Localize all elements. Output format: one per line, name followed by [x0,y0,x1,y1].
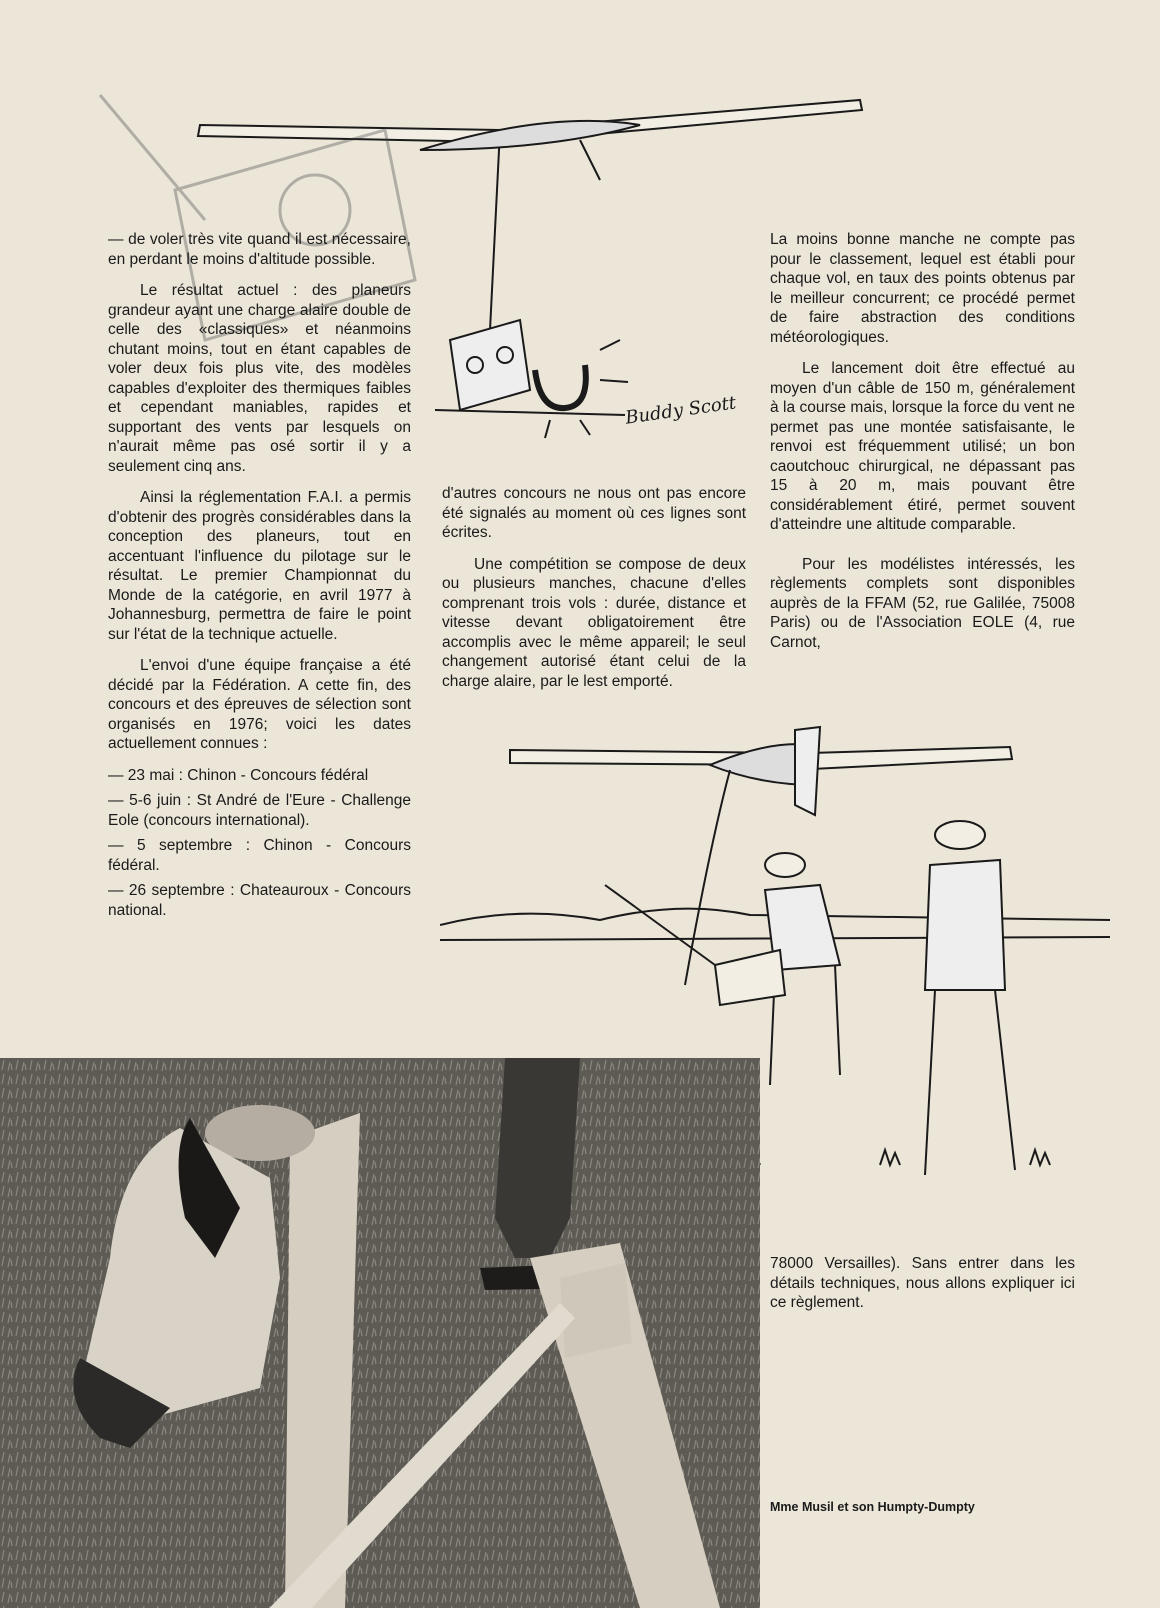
col3-paragraph-1: La moins bonne manche ne compte pas pour le classement, lequel est établi pour chaque vol, en taux des points obtenus par le meilleur concurrent; ce procédé permet de faire abstraction des conditions météorologiques. [770,231,1075,346]
article-column-1 [108,230,411,926]
date-item: — 23 mai : Chinon - Concours fédéral [108,766,369,784]
col3-paragraph-4: 78000 Versailles). Sans entrer dans les détails techniques, nous allons expliquer ici ce règlement. [770,1255,1075,1311]
glider-photo-image [0,1058,760,1608]
col1-paragraph-2: Le résultat actuel : des planeurs grandeur ayant une charge alaire double de celle des «classiques» et néanmoins chutant moins, tout en étant capables de voler deux fois plus vite, des modèles capables d'exploiter des thermiques faibles et cependant maniables, rapides et supportant des vents par lesquels on n'aurait même pas osé sortir il y a seulement cinq ans. [108,282,411,475]
col2-paragraph-1: d'autres concours ne nous ont pas encore été signalés au moment où ces lignes sont écrites. [442,485,746,541]
date-item: — 5-6 juin : St André de l'Eure - Challenge Eole (concours international). [108,792,411,829]
date-item: — 26 septembre : Chateauroux - Concours national. [108,882,411,919]
glider-photo [0,1058,760,1608]
col3-paragraph-2: Le lancement doit être effectué au moyen d'un câble de 150 m, généralement à la course mais, lorsque la force du vent ne permet pas une montée satisfaisante, le renvoi est fréquemment utilisé; un bon caoutchouc chirurgical, ne dépassant pas 15 à 20 m, mais pouvant être considérablement étiré, permet souvent d'atteindre une altitude comparable. [770,360,1075,533]
col1-paragraph-4: L'envoi d'une équipe française a été décidé par la Fédération. A cette fin, des concours et des épreuves de sélection sont organisés en 1976; voici les dates actuellement connues : [108,657,411,752]
date-item: — 5 septembre : Chinon - Concours fédéral. [108,837,411,874]
col3-paragraph-3: Pour les modélistes intéressés, les règlements complets sont disponibles auprès de la FFAM (52, rue Galilée, 75008 Paris) ou de l'Association EOLE (4, rue Carnot, [770,555,1075,651]
illustration-signature: Buddy Scott [624,392,738,429]
col1-paragraph-3: Ainsi la réglementation F.A.I. a permis d'obtenir des progrès considérables dans la conception des planeurs, tout en accentuant l'influence du pilotage sur le résultat. Le premier Championnat du Monde de la catégorie, en avril 1977 à Johannesburg, permettra de faire le point sur l'état de la technique actuelle. [108,489,411,643]
col1-paragraph-1: — de voler très vite quand il est nécessaire, en perdant le moins d'altitude possible. [108,231,411,268]
article-column-2 [442,484,746,703]
article-column-3 [770,230,1075,664]
col2-paragraph-2: Une compétition se compose de deux ou plusieurs manches, chacune d'elles comprenant trois vols : durée, distance et vitesse devant obligatoirement être accomplis avec le même appareil; le seul changement autorisé étant celui de la charge alaire, par le lest emporté. [442,555,746,690]
article-column-3-continued [770,1254,1075,1325]
photo-caption: Mme Musil et son Humpty-Dumpty [770,1500,975,1514]
